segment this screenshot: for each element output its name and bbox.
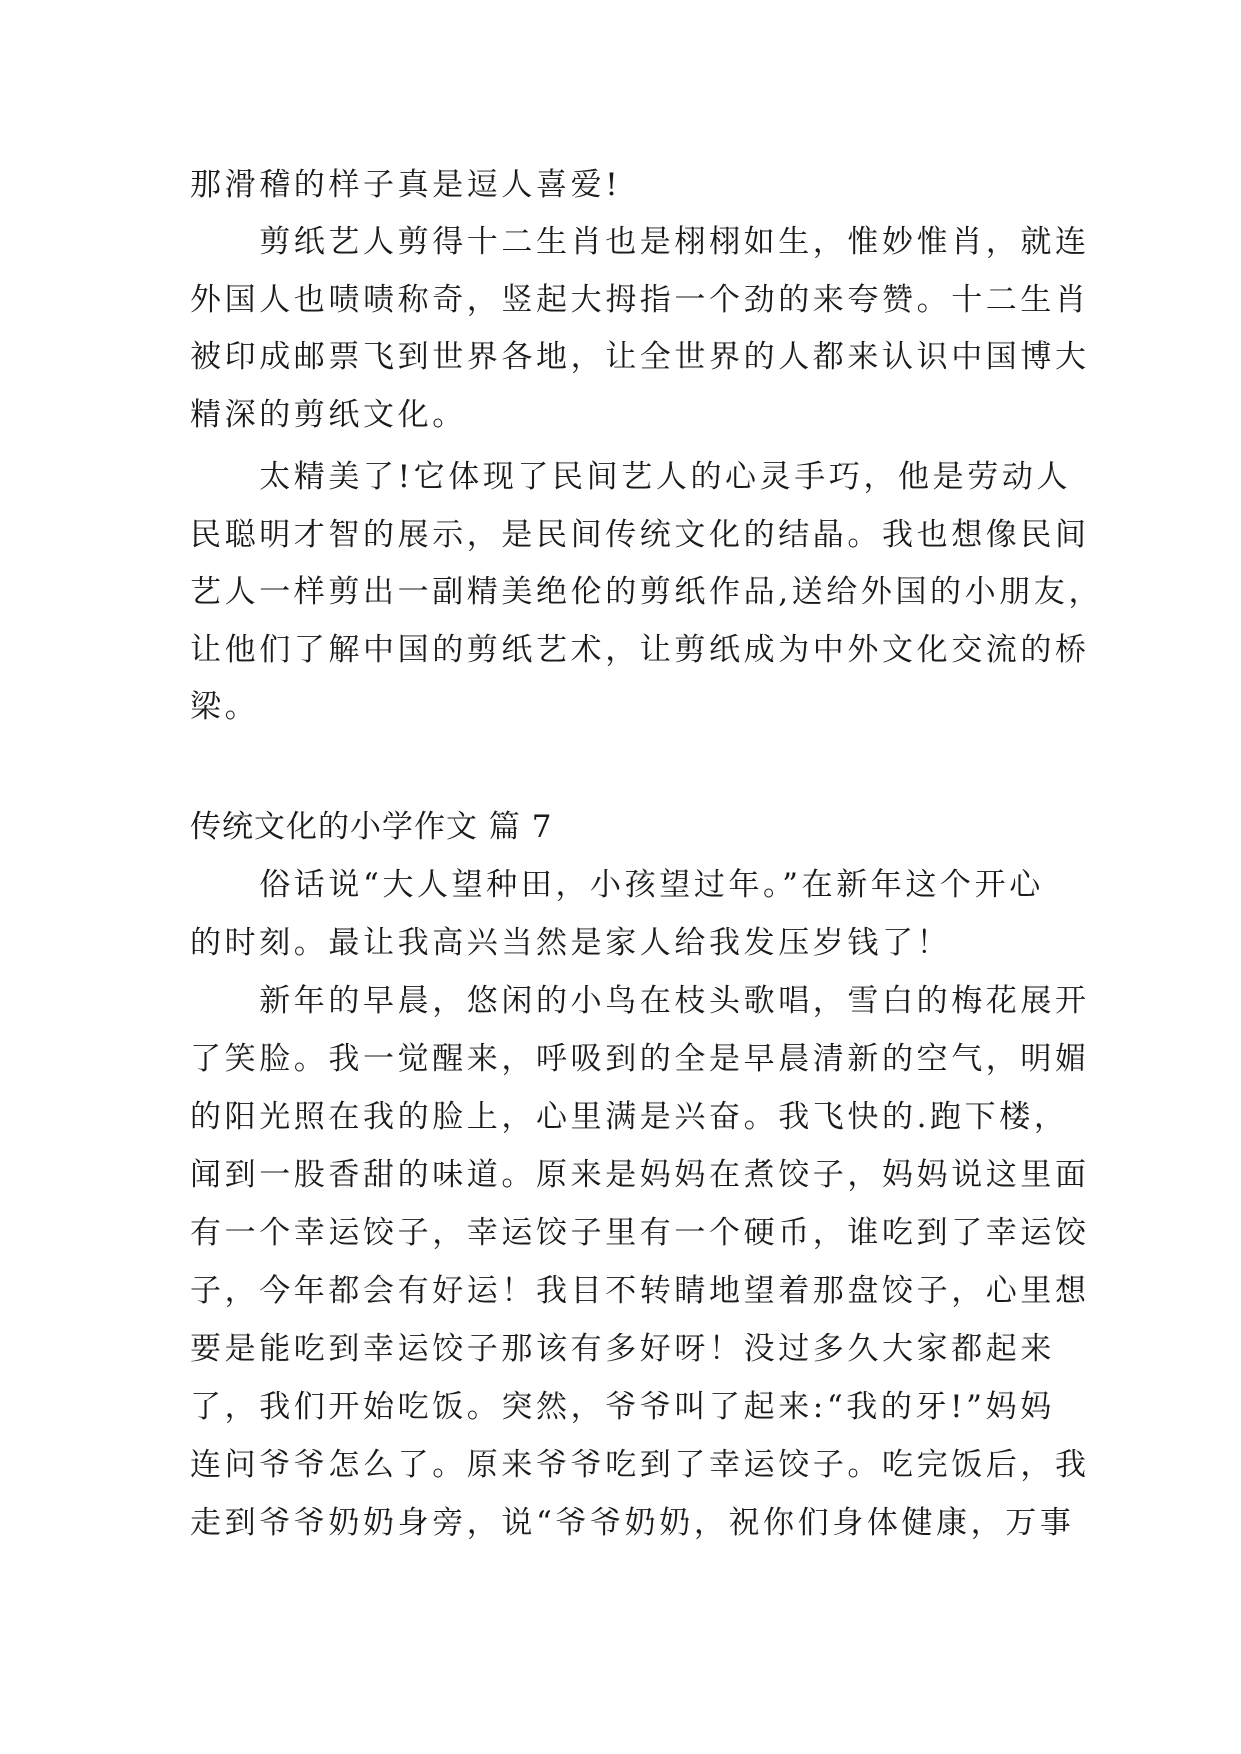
paragraph-line: 走到爷爷奶奶身旁，说“爷爷奶奶，祝你们身体健康，万事: [190, 1505, 1075, 1541]
paragraph-line: 了，我们开始吃饭。突然，爷爷叫了起来:“我的牙!”妈妈: [190, 1389, 1055, 1425]
paragraph-line: 的时刻。最让我高兴当然是家人给我发压岁钱了！: [190, 925, 952, 961]
paragraph-line: 艺人一样剪出一副精美绝伦的剪纸作品,送给外国的小朋友，: [190, 574, 1104, 610]
paragraph-line: 民聪明才智的展示，是民间传统文化的结晶。我也想像民间: [190, 517, 1090, 553]
paragraph-line: 连问爷爷怎么了。原来爷爷吃到了幸运饺子。吃完饭后，我: [190, 1447, 1090, 1483]
paragraph-line: 被印成邮票飞到世界各地，让全世界的人都来认识中国博大: [190, 339, 1090, 375]
paragraph-line: 太精美了!它体现了民间艺人的心灵手巧，他是劳动人: [190, 459, 1072, 495]
paragraph-line: 有一个幸运饺子，幸运饺子里有一个硬币，谁吃到了幸运饺: [190, 1215, 1090, 1251]
essay-heading: 传统文化的小学作文 篇 7: [190, 809, 553, 845]
paragraph-line: 俗话说“大人望种田，小孩望过年。”在新年这个开心: [190, 867, 1044, 903]
paragraph-line: 子，今年都会有好运！我目不转睛地望着那盘饺子，心里想: [190, 1273, 1090, 1309]
paragraph-line: 外国人也啧啧称奇，竖起大拇指一个劲的来夸赞。十二生肖: [190, 282, 1090, 318]
paragraph-line: 剪纸艺人剪得十二生肖也是栩栩如生，惟妙惟肖，就连: [190, 224, 1090, 260]
paragraph-line: 闻到一股香甜的味道。原来是妈妈在煮饺子，妈妈说这里面: [190, 1157, 1090, 1193]
paragraph-line: 新年的早晨，悠闲的小鸟在枝头歌唱，雪白的梅花展开: [190, 983, 1090, 1019]
paragraph-line: 梁。: [190, 689, 260, 725]
paragraph-line: 精深的剪纸文化。: [190, 397, 467, 433]
paragraph-line: 的阳光照在我的脸上，心里满是兴奋。我飞快的.跑下楼，: [190, 1099, 1069, 1135]
paragraph-line: 要是能吃到幸运饺子那该有多好呀！没过多久大家都起来: [190, 1331, 1055, 1367]
paragraph-line: 让他们了解中国的剪纸艺术，让剪纸成为中外文化交流的桥: [190, 632, 1090, 668]
paragraph-line: 了笑脸。我一觉醒来，呼吸到的全是早晨清新的空气，明媚: [190, 1041, 1090, 1077]
text-line: 那滑稽的样子真是逗人喜爱!: [190, 167, 622, 203]
